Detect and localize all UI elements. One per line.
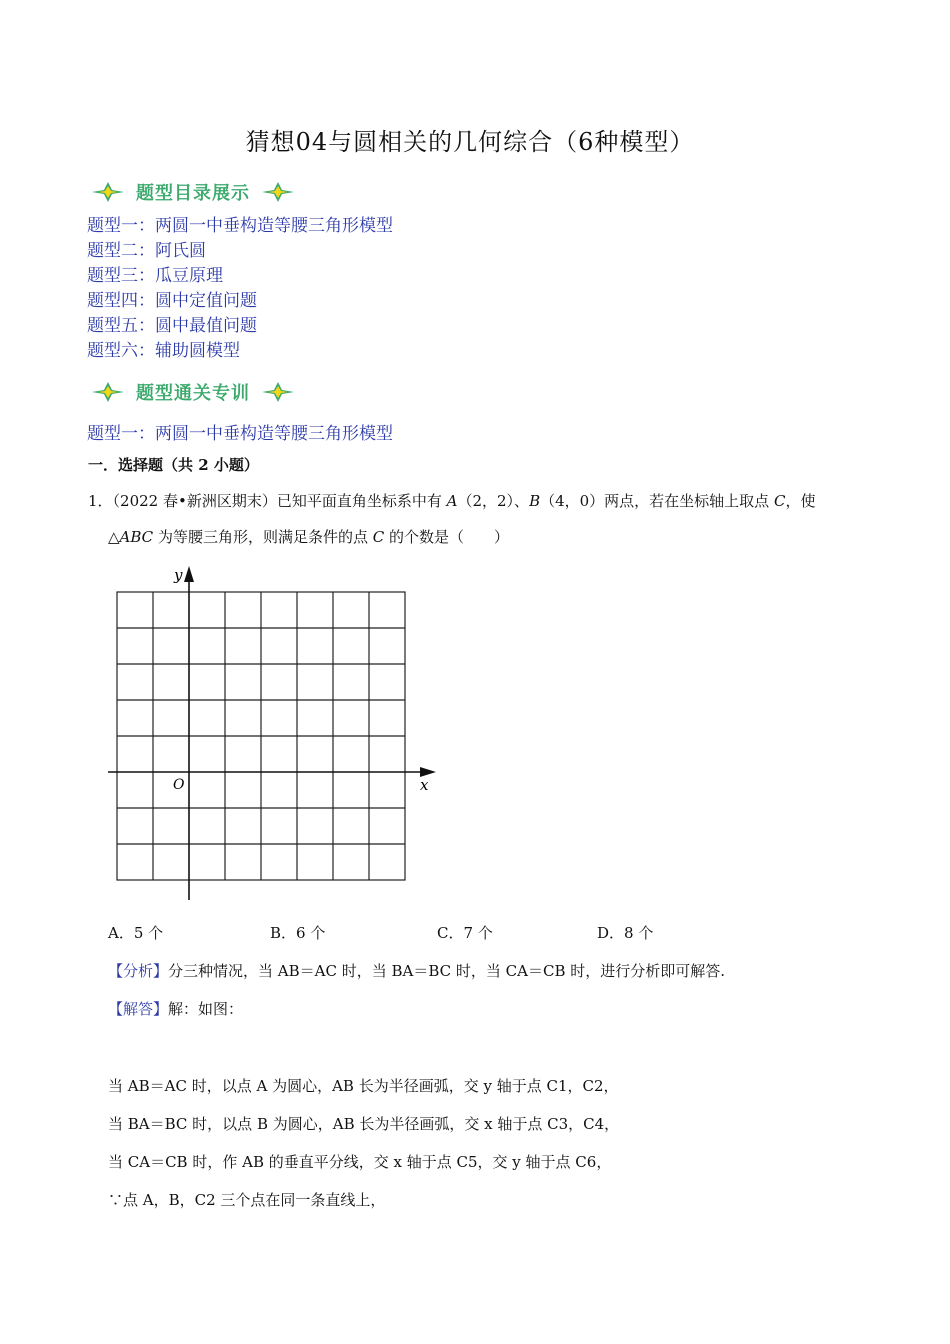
sparkle-icon — [260, 380, 296, 404]
sparkle-icon — [90, 380, 126, 404]
toc-banner-label: 题型目录展示 — [136, 183, 250, 204]
question-number: 1． — [88, 492, 113, 510]
coordinate-grid-figure — [100, 560, 445, 905]
solution-line: ∵点 A，B，C2 三个点在同一条直线上， — [108, 1191, 386, 1209]
x-axis-label: x — [420, 776, 429, 794]
question-text: （2，2）、 — [457, 492, 530, 510]
analysis-text: 分三种情况，当 AB＝AC 时，当 BA＝BC 时，当 CA＝CB 时，进行分析即可解答. — [168, 962, 726, 980]
question-text: ，使 — [785, 492, 816, 510]
practice-banner-label: 题型通关专训 — [136, 383, 250, 404]
option-d[interactable]: D．8 个 — [597, 924, 654, 942]
question-text: 为等腰三角形，则满足条件的点 — [153, 528, 373, 546]
toc-item[interactable]: 题型六：辅助圆模型 — [87, 341, 240, 361]
question-line-1 — [88, 490, 878, 512]
point-label: C — [372, 528, 385, 546]
sparkle-icon — [90, 180, 126, 204]
sparkle-icon — [260, 180, 296, 204]
practice-banner — [90, 378, 296, 406]
question-text: 已知平面直角坐标系中有 — [276, 492, 447, 510]
solution-line: 当 BA＝BC 时，以点 B 为圆心，AB 长为半径画弧，交 x 轴于点 C3，C4， — [108, 1115, 620, 1133]
page-title: 猜想04与圆相关的几何综合（6种模型） — [245, 128, 695, 156]
triangle-label: ABC — [119, 528, 154, 546]
toc-list — [87, 214, 393, 364]
y-axis-label: y — [174, 566, 183, 584]
toc-banner — [90, 178, 296, 206]
question-source: （2022 春•新洲区期末） — [112, 492, 277, 510]
toc-item[interactable]: 题型五：圆中最值问题 — [87, 316, 257, 336]
point-label: A — [446, 492, 458, 510]
answer-tag: 【解答】 — [108, 1000, 169, 1018]
option-c[interactable]: C．7 个 — [437, 924, 493, 942]
option-b[interactable]: B．6 个 — [270, 924, 326, 942]
solution-line: 当 CA＝CB 时，作 AB 的垂直平分线，交 x 轴于点 C5，交 y 轴于点 C6， — [108, 1153, 612, 1171]
analysis-tag: 【分析】 — [108, 962, 169, 980]
toc-item[interactable]: 题型二：阿氏圆 — [87, 241, 206, 261]
analysis — [108, 960, 725, 981]
option-a[interactable]: A．5 个 — [108, 924, 164, 942]
point-label: C — [773, 492, 786, 510]
answer-text: 解：如图： — [168, 1000, 244, 1018]
section-heading: 一．选择题（共 2 小题） — [88, 456, 259, 474]
toc-item[interactable]: 题型三：瓜豆原理 — [87, 266, 223, 286]
section-link[interactable]: 题型一：两圆一中垂构造等腰三角形模型 — [87, 424, 393, 444]
toc-item[interactable]: 题型四：圆中定值问题 — [87, 291, 257, 311]
grid — [117, 592, 405, 880]
point-label: B — [529, 492, 541, 510]
answer — [108, 998, 243, 1019]
y-axis-arrow-icon — [184, 566, 194, 582]
question-line-2 — [108, 526, 509, 548]
triangle-symbol: △ — [108, 528, 120, 546]
origin-label: O — [173, 777, 185, 793]
solution-line: 当 AB＝AC 时，以点 A 为圆心，AB 长为半径画弧，交 y 轴于点 C1，C2， — [108, 1077, 619, 1095]
toc-item[interactable]: 题型一：两圆一中垂构造等腰三角形模型 — [87, 216, 393, 236]
question-text: （4，0）两点，若在坐标轴上取点 — [540, 492, 774, 510]
question-text: 的个数是（ ） — [384, 528, 509, 546]
